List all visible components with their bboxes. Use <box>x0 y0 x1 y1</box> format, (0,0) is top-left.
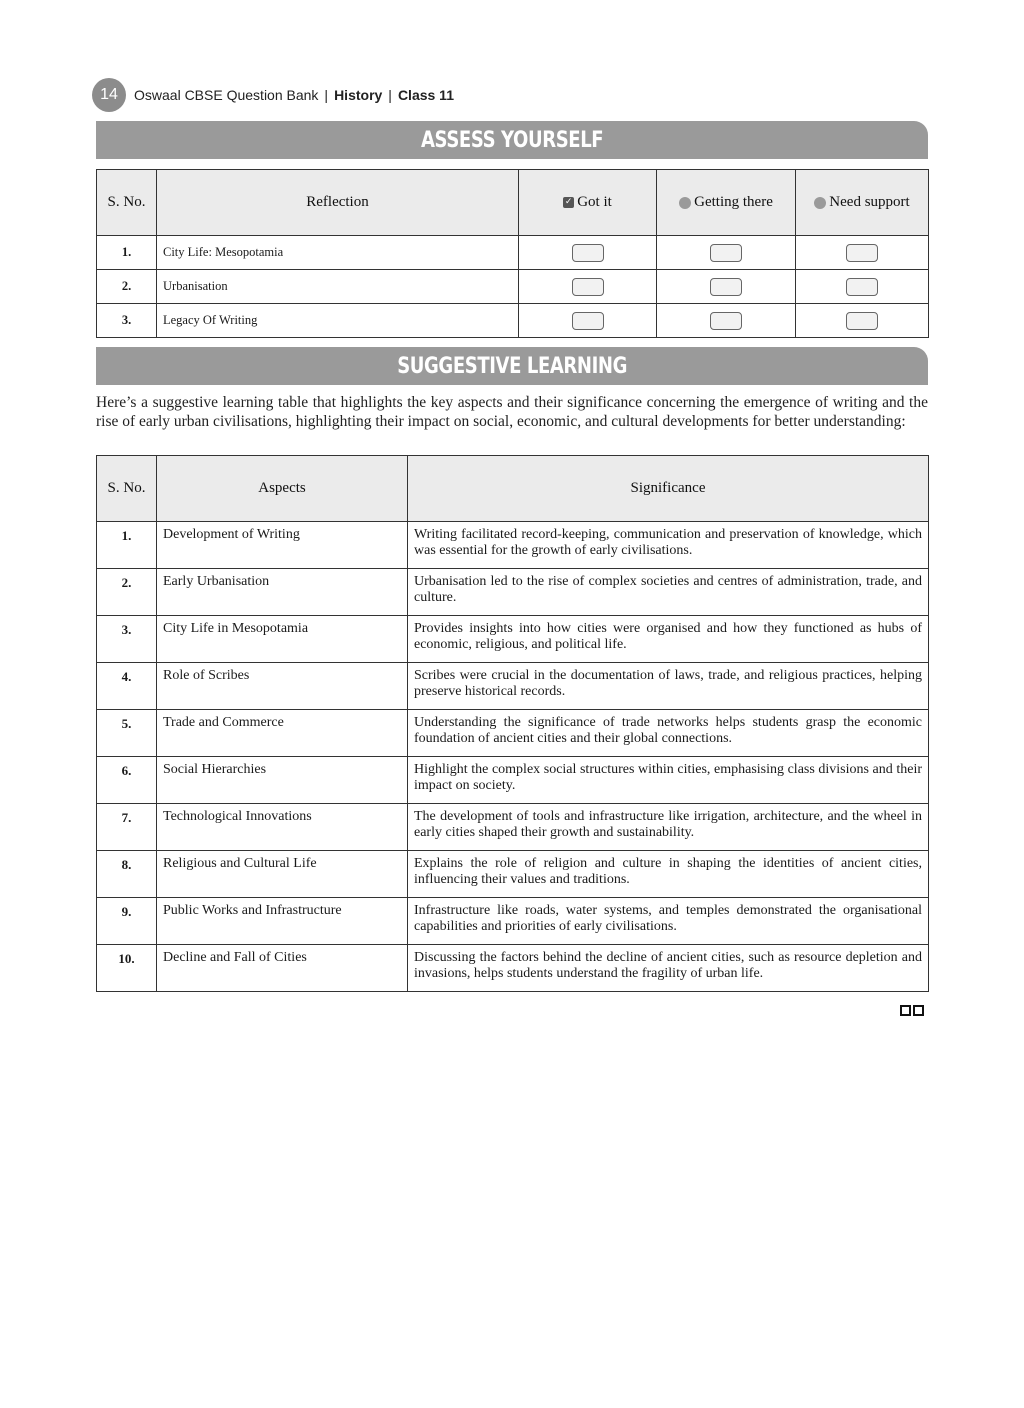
col-sno: S. No. <box>97 456 157 522</box>
getting-there-checkbox[interactable] <box>710 278 742 296</box>
significance-cell: The development of tools and infrastructure like irrigation, architecture, and the wheel in early cities shaped their growth and sustainability. <box>408 804 929 851</box>
aspect-cell: Decline and Fall of Cities <box>157 945 408 992</box>
aspect-cell: Public Works and Infrastructure <box>157 898 408 945</box>
assess-yourself-banner <box>96 121 928 159</box>
assess-banner-text: ASSESS YOURSELF <box>420 128 604 153</box>
learning-banner-text: SUGGESTIVE LEARNING <box>397 354 627 379</box>
reflection-text: Legacy Of Writing <box>157 304 519 338</box>
got-it-checkbox[interactable] <box>572 312 604 330</box>
book-title: Oswaal CBSE Question Bank <box>134 87 319 103</box>
table-row <box>97 663 929 710</box>
table-row <box>97 945 929 992</box>
table-row <box>97 804 929 851</box>
row-number: 1. <box>97 522 157 569</box>
aspect-cell: Role of Scribes <box>157 663 408 710</box>
aspect-cell: Early Urbanisation <box>157 569 408 616</box>
col-need-support <box>796 170 929 236</box>
got-it-cell <box>519 236 657 270</box>
getting-there-cell <box>657 270 796 304</box>
checkbox-checked-icon: ✓ <box>564 197 573 208</box>
getting-there-checkbox[interactable] <box>710 244 742 262</box>
need-support-checkbox[interactable] <box>846 244 878 262</box>
significance-cell: Scribes were crucial in the documentation of laws, trade, and religious practices, helping preserve historical records. <box>408 663 929 710</box>
row-number: 3. <box>97 304 157 338</box>
row-number: 1. <box>97 236 157 270</box>
need-support-cell <box>796 236 929 270</box>
circle-icon <box>814 197 826 209</box>
table-row <box>97 270 929 304</box>
got-it-cell <box>519 304 657 338</box>
aspect-cell: Technological Innovations <box>157 804 408 851</box>
need-support-checkbox[interactable] <box>846 278 878 296</box>
assess-table <box>96 169 929 338</box>
need-support-label: Need support <box>829 194 910 210</box>
got-it-checkbox[interactable] <box>572 278 604 296</box>
class-label: Class 11 <box>397 87 454 103</box>
table-row <box>97 569 929 616</box>
col-sno: S. No. <box>97 170 157 236</box>
row-number: 3. <box>97 616 157 663</box>
aspect-cell: Religious and Cultural Life <box>157 851 408 898</box>
aspect-cell: City Life in Mesopotamia <box>157 616 408 663</box>
row-number: 9. <box>97 898 157 945</box>
reflection-text: City Life: Mesopotamia <box>157 236 519 270</box>
row-number: 8. <box>97 851 157 898</box>
got-it-checkbox[interactable] <box>572 244 604 262</box>
col-getting-there <box>657 170 796 236</box>
significance-cell: Highlight the complex social structures within cities, emphasising class divisions and their impact on society. <box>408 757 929 804</box>
row-number: 2. <box>97 270 157 304</box>
need-support-cell <box>796 304 929 338</box>
table-row <box>97 304 929 338</box>
intro-paragraph: Here’s a suggestive learning table that highlights the key aspects and their significance concerning the emergence of writing and the rise of early urban civilisations, highlighting their impact on social, economic, and cultural developments for better understanding: <box>96 394 928 430</box>
significance-cell: Understanding the significance of trade networks helps students grasp the economic foundation of ancient cities and their global connections. <box>408 710 929 757</box>
aspect-cell: Development of Writing <box>157 522 408 569</box>
col-got-it <box>519 170 657 236</box>
significance-cell: Writing facilitated record-keeping, communication and preservation of knowledge, which was essential for the growth of early civilisations. <box>408 522 929 569</box>
got-it-label: Got it <box>577 194 612 210</box>
assess-header-row <box>97 170 929 236</box>
circle-icon <box>679 197 691 209</box>
running-title: Oswaal CBSE Question Bank | History | Class 11 <box>134 87 454 103</box>
table-row <box>97 522 929 569</box>
aspect-cell: Social Hierarchies <box>157 757 408 804</box>
table-row <box>97 757 929 804</box>
got-it-cell <box>519 270 657 304</box>
col-significance: Significance <box>408 456 929 522</box>
getting-there-cell <box>657 304 796 338</box>
need-support-checkbox[interactable] <box>846 312 878 330</box>
reflection-text: Urbanisation <box>157 270 519 304</box>
significance-cell: Infrastructure like roads, water systems, and temples demonstrated the organisational capabilities and priorities of early civilisations. <box>408 898 929 945</box>
end-of-section-icon <box>900 1005 924 1016</box>
table-row <box>97 898 929 945</box>
table-row <box>97 851 929 898</box>
significance-cell: Provides insights into how cities were organised and how they functioned as hubs of economic, religious, and political life. <box>408 616 929 663</box>
getting-there-cell <box>657 236 796 270</box>
getting-there-label: Getting there <box>694 194 773 210</box>
table-row <box>97 236 929 270</box>
row-number: 10. <box>97 945 157 992</box>
significance-cell: Explains the role of religion and culture in shaping the identities of ancient cities, influencing their values and traditions. <box>408 851 929 898</box>
table-row <box>97 710 929 757</box>
learning-table <box>96 455 929 992</box>
row-number: 2. <box>97 569 157 616</box>
significance-cell: Urbanisation led to the rise of complex societies and centres of administration, trade, and culture. <box>408 569 929 616</box>
learning-header-row <box>97 456 929 522</box>
col-aspects: Aspects <box>157 456 408 522</box>
getting-there-checkbox[interactable] <box>710 312 742 330</box>
significance-cell: Discussing the factors behind the decline of ancient cities, such as resource depletion and invasions, helps students understand the fragility of urban life. <box>408 945 929 992</box>
row-number: 5. <box>97 710 157 757</box>
row-number: 6. <box>97 757 157 804</box>
need-support-cell <box>796 270 929 304</box>
page-number-badge: 14 <box>92 78 126 112</box>
aspect-cell: Trade and Commerce <box>157 710 408 757</box>
row-number: 4. <box>97 663 157 710</box>
col-reflection: Reflection <box>157 170 519 236</box>
subject-label: History <box>334 87 383 103</box>
suggestive-learning-banner <box>96 347 928 385</box>
row-number: 7. <box>97 804 157 851</box>
page-header <box>92 78 454 112</box>
table-row <box>97 616 929 663</box>
